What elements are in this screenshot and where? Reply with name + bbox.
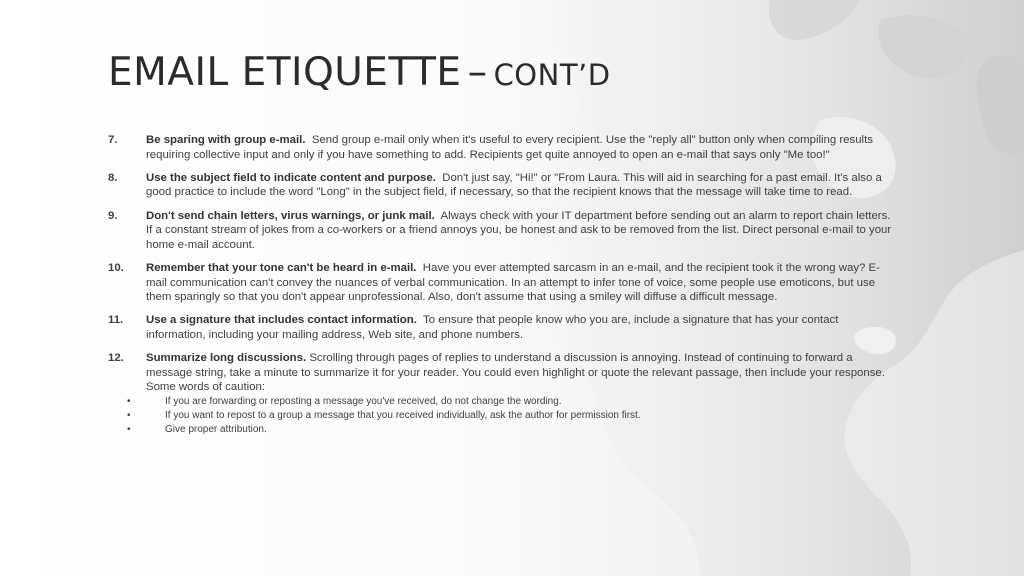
item-body: To ensure that people know who you are, include a signature that has your contact information, including your mailing address, Web site, and phone numbers.: [146, 314, 839, 341]
item-heading: Be sparing with group e-mail.: [146, 134, 306, 146]
bullet-text: Give proper attribution.: [165, 423, 267, 435]
title-suffix: CONT’D: [493, 58, 611, 92]
item-heading: Remember that your tone can't be heard in e-mail.: [146, 261, 417, 274]
list-item: [108, 209, 898, 253]
bullet-text: If you want to repost to a group a message that you received individually, ask the author for permission first.: [165, 409, 641, 421]
caution-bullets: [127, 395, 898, 437]
item-body: Scrolling through pages of replies to understand a discussion is annoying. Instead of continuing to forward a message string, take a minute to summarize it for your reader. You could even highlight or quote the relevant passage, then include your response. Some words of caution:: [146, 352, 885, 394]
bullet-item: [108, 409, 898, 423]
title-separator: –: [467, 50, 488, 95]
item-heading: Don't send chain letters, virus warnings, or junk mail.: [146, 209, 435, 222]
bullet-item: [108, 395, 898, 409]
title-main: EMAIL ETIQUETTE: [108, 50, 462, 95]
bullet-marker: •: [127, 409, 131, 421]
bullet-marker: •: [127, 423, 131, 435]
list-item: [108, 171, 898, 200]
item-number: 11.: [108, 314, 124, 327]
item-number: 10.: [108, 261, 124, 274]
item-number: 8.: [108, 171, 118, 184]
list-item: [108, 133, 898, 162]
bullet-marker: •: [127, 395, 131, 407]
list-item: [108, 313, 898, 342]
bullet-item: [108, 423, 898, 437]
item-body: Have you ever attempted sarcasm in an e-mail, and the recipient took it the wrong way? E-mail communication can't convey the nuances of verbal communication. In an attempt to infer tone of voice, some people use emoticons, but use them sparingly so that you don't appear unprofessional. Also, don't assume that using a smiley will diffuse a difficult message.: [146, 261, 880, 304]
etiquette-list: [108, 133, 898, 445]
item-number: 9.: [108, 209, 118, 222]
item-number: 7.: [108, 134, 118, 146]
item-heading: Use the subject field to indicate content and purpose.: [146, 171, 436, 184]
item-heading: Summarize long discussions.: [146, 352, 307, 365]
bullet-text: If you are forwarding or reposting a message you've received, do not change the wording.: [165, 395, 562, 407]
list-item: [108, 351, 898, 437]
item-body: Don't just say, "Hi!" or "From Laura. This will aid in searching for a past email. It's also a good practice to include the word "Long" in the subject field, if necessary, so that the recipient knows that the message will take time to read.: [146, 171, 882, 199]
item-number: 12.: [108, 352, 124, 365]
page-title: [108, 50, 611, 95]
list-item: [108, 261, 898, 305]
item-body: Always check with your IT department before sending out an alarm to report chain letters. If a constant stream of jokes from a co-workers or a friend annoys you, be honest and ask to be removed from the list. Direct personal e-mail to your home e-mail account.: [146, 209, 892, 251]
item-body: Send group e-mail only when it's useful to every recipient. Use the "reply all" button only when compiling results requiring collective input and only if you have something to add. Recipients get quite annoyed to open an e-mail that says only "Me too!": [146, 134, 873, 161]
item-heading: Use a signature that includes contact information.: [146, 314, 417, 327]
